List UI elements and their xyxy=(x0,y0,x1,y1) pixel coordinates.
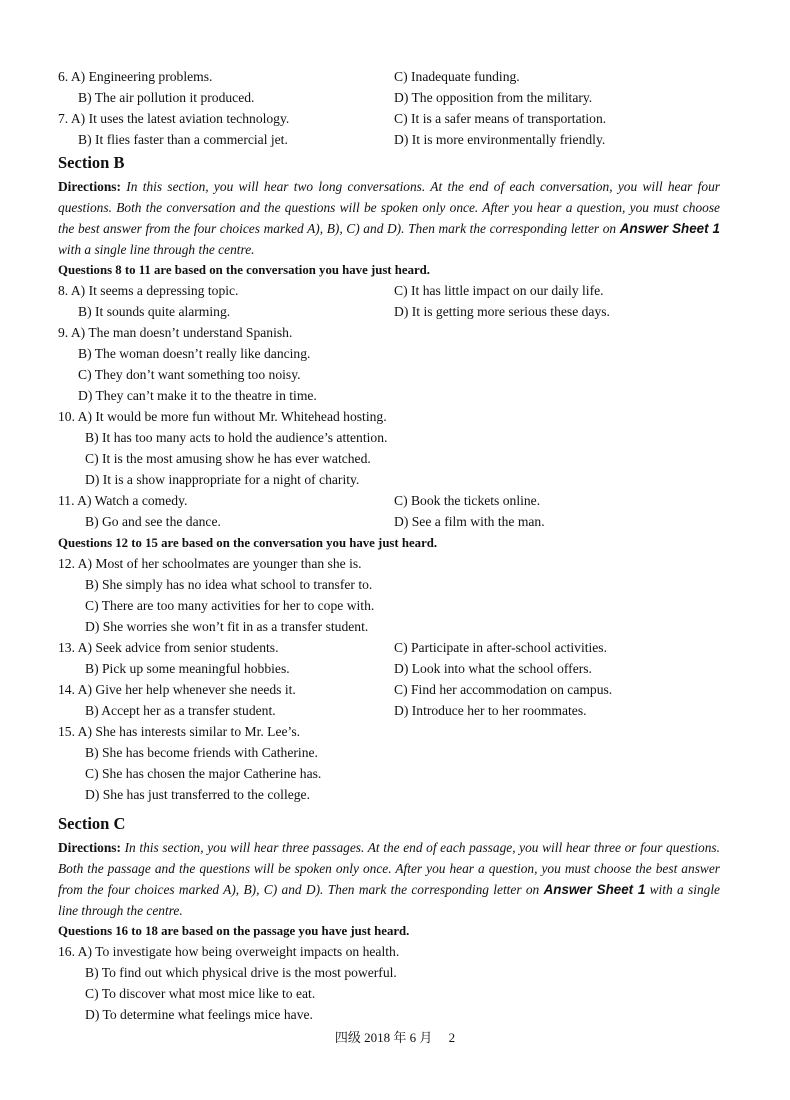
q13-option-d: D) Look into what the school offers. xyxy=(394,661,592,676)
q8-option-a: 8. A) It seems a depressing topic. xyxy=(58,283,239,298)
q9-option-c: C) They don’t want something too noisy. xyxy=(78,367,301,382)
q16-option-b: B) To find out which physical drive is the most powerful. xyxy=(85,965,397,980)
q10-option-a: 10. A) It would be more fun without Mr. Whitehead hosting. xyxy=(58,409,387,424)
q14-option-b: B) Accept her as a transfer student. xyxy=(85,703,276,718)
q15-option-c: C) She has chosen the major Catherine has. xyxy=(85,766,322,781)
q6-option-d: D) The opposition from the military. xyxy=(394,90,593,105)
q7-option-a: 7. A) It uses the latest aviation technology. xyxy=(58,111,290,126)
q11-option-c: C) Book the tickets online. xyxy=(394,493,541,508)
section-c-directions-text: In this section, you will hear three passages. At the end of each passage, you will hear three or four questions. Both the passage and the questions will be spoken only once. After you hear a question, you must choose the best answer from the four choices marked A), B), C) and D). Then mark the corresponding letter on xyxy=(58,840,720,897)
section-b-directions-text: In this section, you will hear two long conversations. At the end of each conversation, you will hear four questions. Both the conversation and the questions will be spoken only once. After you hear a question, you must choose the best answer from the four choices marked A), B), C) and D). Then mark the corresponding letter on xyxy=(58,179,720,236)
section-b-directions-label: Directions: xyxy=(58,179,121,194)
q6-option-b: B) The air pollution it produced. xyxy=(78,90,255,105)
q12-option-a: 12. A) Most of her schoolmates are younger than she is. xyxy=(58,556,362,571)
q9-option-b: B) The woman doesn’t really like dancing. xyxy=(78,346,311,361)
section-c-answer-sheet: Answer Sheet 1 xyxy=(543,882,646,897)
q16-option-a: 16. A) To investigate how being overweight impacts on health. xyxy=(58,944,400,959)
q7-option-d: D) It is more environmentally friendly. xyxy=(394,132,606,147)
q13-option-b: B) Pick up some meaningful hobbies. xyxy=(85,661,290,676)
section-c-title: Section C xyxy=(58,814,126,833)
section-b-directions xyxy=(58,176,720,260)
q9-option-a: 9. A) The man doesn’t understand Spanish. xyxy=(58,325,293,340)
questions-8-11-heading: Questions 8 to 11 are based on the conversation you have just heard. xyxy=(58,263,430,277)
q14-option-d: D) Introduce her to her roommates. xyxy=(394,703,587,718)
q11-option-d: D) See a film with the man. xyxy=(394,514,545,529)
q13-option-a: 13. A) Seek advice from senior students. xyxy=(58,640,279,655)
section-c-directions-label: Directions: xyxy=(58,840,121,855)
q16-option-c: C) To discover what most mice like to eat. xyxy=(85,986,316,1001)
section-c-directions-end: with a single line through the centre. xyxy=(58,882,721,918)
q10-option-b: B) It has too many acts to hold the audience’s attention. xyxy=(85,430,388,445)
section-b-title: Section B xyxy=(58,153,125,172)
q16-option-d: D) To determine what feelings mice have. xyxy=(85,1007,313,1022)
q8-option-b: B) It sounds quite alarming. xyxy=(78,304,231,319)
q6-option-a: 6. A) Engineering problems. xyxy=(58,69,213,84)
q7-option-c: C) It is a safer means of transportation. xyxy=(394,111,607,126)
q7-option-b: B) It flies faster than a commercial jet. xyxy=(78,132,288,147)
q13-option-c: C) Participate in after-school activities. xyxy=(394,640,607,655)
q10-option-c: C) It is the most amusing show he has ever watched. xyxy=(85,451,371,466)
section-b-answer-sheet: Answer Sheet 1 xyxy=(619,221,720,236)
section-c-directions xyxy=(58,837,720,921)
q11-option-b: B) Go and see the dance. xyxy=(85,514,221,529)
q14-option-a: 14. A) Give her help whenever she needs it. xyxy=(58,682,296,697)
q8-option-d: D) It is getting more serious these days. xyxy=(394,304,610,319)
q12-option-d: D) She worries she won’t fit in as a transfer student. xyxy=(85,619,369,634)
section-b-directions-end: with a single line through the centre. xyxy=(58,242,255,257)
q12-option-b: B) She simply has no idea what school to transfer to. xyxy=(85,577,373,592)
q10-option-d: D) It is a show inappropriate for a night of charity. xyxy=(85,472,360,487)
q9-option-d: D) They can’t make it to the theatre in time. xyxy=(78,388,317,403)
q6-option-c: C) Inadequate funding. xyxy=(394,69,520,84)
q12-option-c: C) There are too many activities for her to cope with. xyxy=(85,598,375,613)
q15-option-a: 15. A) She has interests similar to Mr. Lee’s. xyxy=(58,724,301,739)
q15-option-b: B) She has become friends with Catherine. xyxy=(85,745,318,760)
q14-option-c: C) Find her accommodation on campus. xyxy=(394,682,613,697)
q11-option-a: 11. A) Watch a comedy. xyxy=(58,493,188,508)
q8-option-c: C) It has little impact on our daily life. xyxy=(394,283,604,298)
page-footer: 四级 2018 年 6 月 2 xyxy=(334,1030,456,1045)
questions-16-18-heading: Questions 16 to 18 are based on the passage you have just heard. xyxy=(58,924,410,938)
q15-option-d: D) She has just transferred to the college. xyxy=(85,787,310,802)
questions-12-15-heading: Questions 12 to 15 are based on the conversation you have just heard. xyxy=(58,536,438,550)
